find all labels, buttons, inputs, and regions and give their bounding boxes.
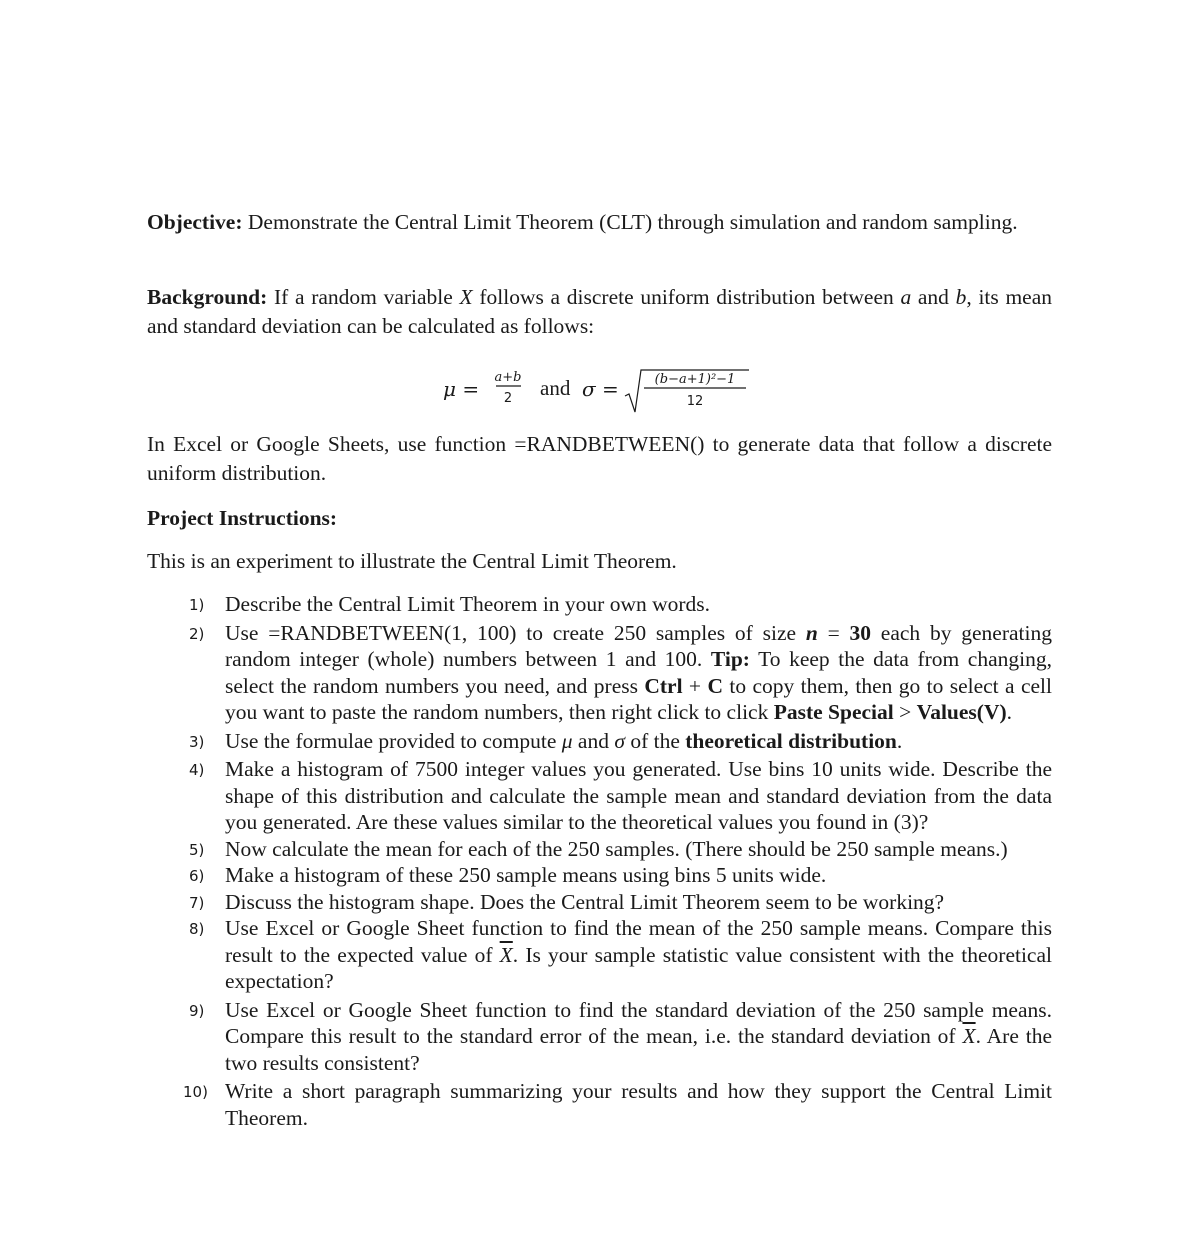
- objective-label: Objective:: [147, 210, 243, 234]
- item-text: of the: [624, 728, 686, 753]
- item-number: 4): [189, 761, 205, 779]
- item-number: 1): [189, 596, 205, 614]
- and-word: and: [540, 376, 571, 400]
- mean-sd-formula: [443, 366, 763, 418]
- item-text: n: [805, 620, 818, 645]
- item-text: theoretical distribution: [685, 728, 897, 753]
- sigma-numerator: (b−a+1)²−1: [654, 372, 736, 387]
- list-item: [147, 915, 1052, 995]
- list-item: [147, 997, 1052, 1077]
- item-text: and: [572, 728, 615, 753]
- list-item: [147, 756, 1052, 836]
- item-text: Describe the Central Limit Theorem in your own words.: [225, 592, 711, 616]
- item-text: Use the formulae provided to compute: [225, 728, 562, 753]
- list-item: [147, 591, 1052, 618]
- item-text: Values(V): [916, 700, 1007, 724]
- item-text: Use Excel or Google Sheet function to find the mean of the 250 sample means. Compare this result to the expected value of: [225, 916, 1052, 967]
- mu-numerator: a+b: [494, 370, 522, 385]
- background-paragraph: [147, 283, 1052, 341]
- item-text: $\overline{X}$: [499, 942, 513, 967]
- item-text: to copy them, then go to select a cell you want to paste the random numbers, then right click to click: [225, 673, 1052, 724]
- item-number: 10): [183, 1083, 208, 1101]
- background-text: and: [911, 285, 956, 309]
- item-text: μ: [561, 728, 573, 753]
- item-number: 7): [189, 893, 205, 912]
- variable-a: a: [900, 285, 912, 309]
- item-text: 30: [849, 620, 872, 645]
- objective-text: Demonstrate the Central Limit Theorem (CLT) through simulation and random sampling.: [242, 210, 1018, 234]
- item-text: Discuss the histogram shape. Does the Central Limit Theorem seem to be working?: [225, 889, 945, 914]
- excel-note-paragraph: In Excel or Google Sheets, use function =RANDBETWEEN() to generate data that follow a discrete uniform distribution.: [147, 432, 1052, 485]
- item-text: each by generating random integer (whole) numbers between 1 and 100.: [225, 620, 1052, 671]
- item-number: 6): [189, 867, 205, 885]
- item-text: σ: [614, 728, 625, 753]
- sigma-denominator: 12: [686, 394, 704, 409]
- item-number: 3): [189, 732, 205, 751]
- list-item: [147, 836, 1052, 863]
- item-text: Use =RANDBETWEEN(1, 100) to create 250 samples of size: [225, 620, 806, 645]
- list-item: [147, 620, 1052, 726]
- instructions-list: [147, 591, 1052, 1131]
- item-number: 2): [189, 624, 205, 643]
- variable-b: b: [955, 285, 967, 309]
- item-text: Ctrl: [644, 673, 683, 698]
- list-item: [147, 728, 1052, 755]
- item-text: . Are the two results consistent?: [225, 1024, 1052, 1075]
- item-text: $\overline{X}$: [962, 1024, 976, 1048]
- item-text: +: [682, 673, 708, 698]
- item-number: 8): [189, 920, 205, 938]
- list-item: [147, 862, 1052, 889]
- item-text: . Is your sample statistic value consistent with the theoretical expectation?: [225, 942, 1052, 993]
- item-text: >: [893, 700, 917, 724]
- item-text: Use Excel or Google Sheet function to find the standard deviation of the 250 sample means. Compare this result to the standard error of the mean, i.e. the standard deviation of: [225, 997, 1052, 1048]
- intro-text: This is an experiment to illustrate the Central Limit Theorem.: [147, 549, 677, 573]
- item-text: Paste Special: [773, 700, 894, 724]
- item-text: Write a short paragraph summarizing your results and how they support the Central Limit Theorem.: [225, 1079, 1052, 1130]
- item-text: Make a histogram of these 250 sample means using bins 5 units wide.: [225, 863, 827, 887]
- project-instructions-heading: Project Instructions:: [147, 506, 338, 530]
- item-number: 9): [189, 1001, 205, 1020]
- item-text: =: [817, 620, 850, 645]
- item-text: To keep the data from changing, select the random numbers you need, and press: [225, 647, 1052, 698]
- item-number: 5): [189, 840, 205, 859]
- sigma-lhs: σ =: [582, 377, 619, 401]
- background-text: , its mean and standard deviation can be calculated as follows:: [147, 285, 1053, 338]
- item-text: C: [707, 673, 723, 698]
- list-item: [147, 889, 1052, 916]
- item-text: Make a histogram of 7500 integer values you generated. Use bins 10 units wide. Describe the shape of this distribution and calculate the sample mean and standard deviation from the data you generated. Are these values similar to the theoretical values you found in (3)?: [225, 757, 1052, 834]
- variable-x: X: [459, 285, 473, 309]
- background-text: If a random variable: [267, 285, 460, 309]
- item-text: Tip:: [710, 647, 750, 671]
- item-text: .: [896, 728, 903, 753]
- objective-paragraph: [147, 208, 1052, 237]
- background-label: Background:: [147, 285, 268, 309]
- mu-lhs: μ =: [443, 377, 480, 401]
- item-text: Now calculate the mean for each of the 250 samples. (There should be 250 sample means.): [225, 836, 1008, 861]
- mu-denominator: 2: [503, 391, 513, 406]
- item-text: .: [1006, 700, 1013, 724]
- list-item: [147, 1078, 1052, 1131]
- background-text: follows a discrete uniform distribution between: [472, 285, 901, 309]
